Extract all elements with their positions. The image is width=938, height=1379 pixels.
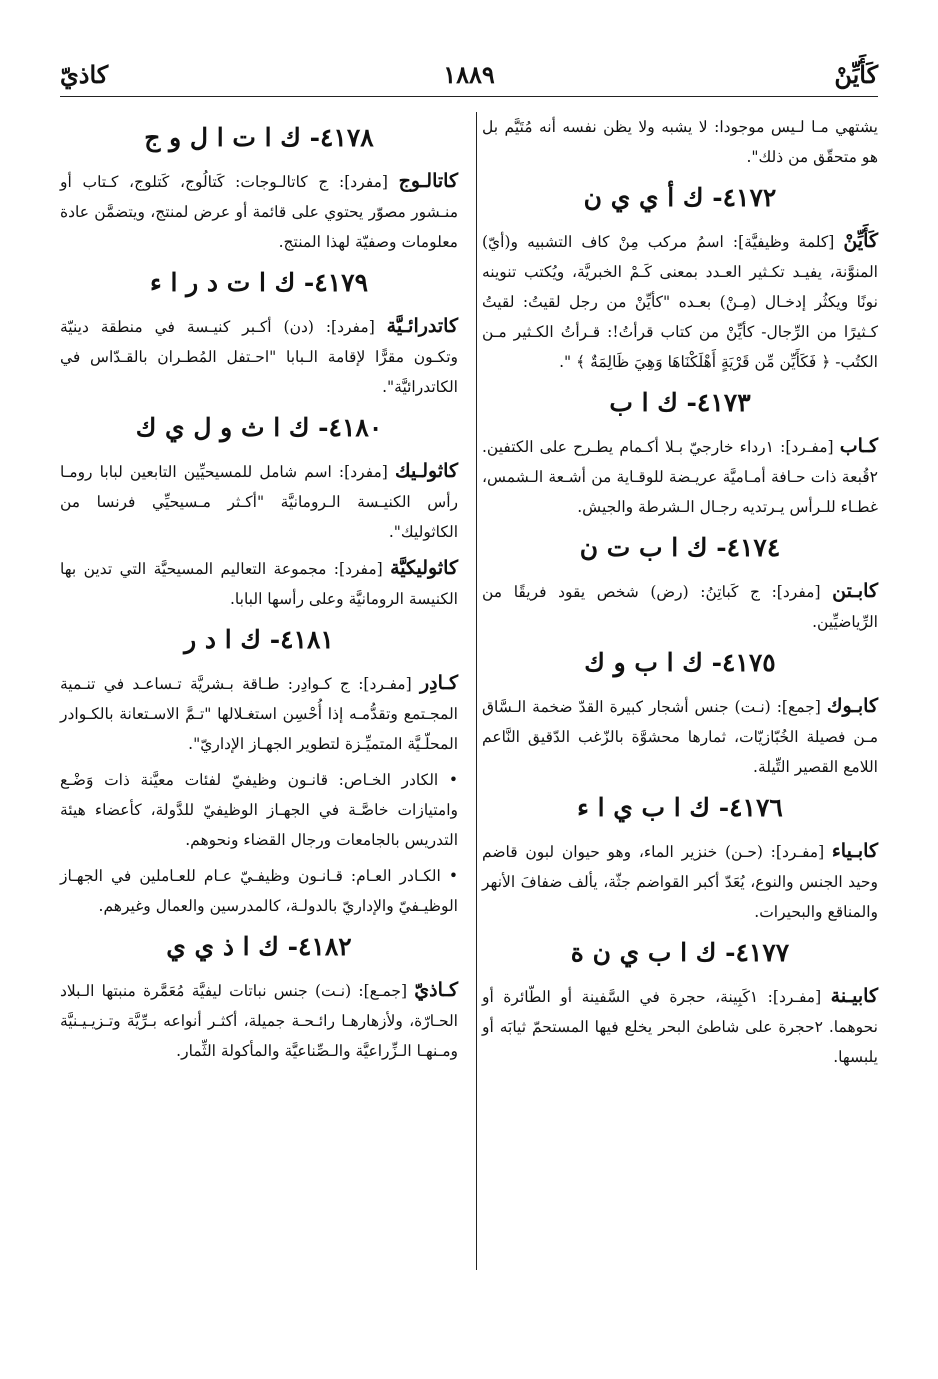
section-4173 — [482, 383, 878, 522]
headword: كَأَيِّنْ — [843, 230, 878, 252]
section-4174 — [482, 528, 878, 637]
section-4177 — [482, 933, 878, 1072]
headword: كاثوليكيَّة — [390, 557, 458, 579]
header-guide-word-right: كَأَيِّنْ — [834, 60, 878, 89]
header-guide-word-left: كاذيّ — [60, 60, 109, 89]
definition: [مفرد]: اسم شامل للمسيحيِّين التابعين لبابا رومـا رأس الكنيـسة الـرومانيَّة "أكـثر مـسيحيِّي فرنسا من الكاثوليك". — [60, 463, 458, 541]
entry — [60, 975, 458, 1066]
entry — [60, 456, 458, 547]
entry — [60, 166, 458, 257]
definition: [كلمة وظيفيَّة]: اسمُ مركب مِنْ كاف التشبيه و(أيّ) المنوَّنة، يفيـد تكـثير العـدد بمعنى كَـمْ الخبريَّة، ويُكتب تنوينه نونًا ويكثُر إدخـال (مِـنْ) بعـده "كأيِّنْ من رجل لقيتُ: لقيتُ كـثيرًا من الرِّجال- كأيِّنْ من كتاب قرأتُ!: قـرأتُ الكـثير مـن الكتُب- ﴿ فَكَأَيِّن مِّن قَرْيَةٍ أَهْلَكْنَاهَا وَهِيَ ظَالِمَةٌ ﴾ ". — [482, 233, 878, 371]
definition: [جمع]: (نـت) جنس أشجار كبيرة القدّ ضخمة الـسَّاق مـن فصيلة الخُبّازيّات، ثمارها محشوَّة بالزّغب الدّقيق النَّاعم اللامع القصير التِّيلة. — [482, 698, 878, 776]
section-heading: ٤١٨١- ك ا د ر — [184, 625, 334, 654]
entry — [482, 431, 878, 522]
column-divider — [476, 112, 477, 1270]
page-header — [60, 56, 878, 97]
headword: كـاذيّ — [414, 979, 458, 1001]
entry — [482, 226, 878, 377]
section-heading: ٤١٧٩- ك ا ت د ر ا ء — [149, 268, 368, 297]
definition: [مفرد]: ج كَباتِنُ: (رض) شخص يقود فريقًا من الرِّياضيِّين. — [482, 583, 878, 631]
section-heading: ٤١٧٢- ك أ ي ي ن — [583, 183, 777, 212]
entry — [482, 836, 878, 927]
page-number: ١٨٨٩ — [443, 60, 495, 89]
section-heading: ٤١٧٣- ك ا ب — [609, 388, 751, 417]
entry — [60, 668, 458, 759]
section-heading: ٤١٧٦- ك ا ب ي ا ء — [577, 793, 783, 822]
headword: كـادِر — [419, 672, 458, 694]
section-4172 — [482, 178, 878, 377]
headword: كابيـنة — [830, 985, 878, 1007]
definition: [مفرد]: (دن) أكـبر كنيـسة في منطقة دينيّة وتكـون مقرًّا لإقامة الـبابا "احـتفل المُطـران بالقـدّاس في الكاتدرائيَّة". — [60, 318, 458, 396]
section-4176 — [482, 788, 878, 927]
entry — [482, 691, 878, 782]
right-column — [482, 112, 878, 1078]
section-heading: ٤١٧٤- ك ا ب ت ن — [579, 533, 781, 562]
section-heading: ٤١٧٨- ك ا ت ا ل و ج — [144, 123, 374, 152]
definition: [مفرد]: ج كاتالـوجات: كَتالُوج، كَتلوج، كـتاب أو منـشور مصوّر يحتوي على قائمة أو عرض لمنتج، ويتضمَّن عادة معلومات وصفيّة لهذا المنتج. — [60, 173, 458, 251]
definition: [مفـرد]: ١رداء خارجيّ بـلا أكـمام يطـرح على الكتفين. ٢قُبعة ذات حـافة أمـاميَّة عريـضة للوقـاية من أشـعة الـشمس، غطـاء للـرأس يـرتديه رجـال الـشرطة والجيش. — [482, 438, 878, 516]
definition: [مفـرد]: (حـن) خنزير الماء، وهو حيوان لبون قاضم وحيد الجنس والنوع، يُعَدّ أكبر القواضم جثّة، يألف ضفافَ الأنهر والمناقع والبحيرات. — [482, 843, 878, 921]
definition: [مفـرد]: ج كـوادِر: طـاقة بـشريَّة تـساعـد في تنـمية المجـتمع وتقدُّمـه إذا أُحْسِن استغـلالها "تـمَّ الاسـتعانة بالكـوادر المحلّـيَّة المتميِّـزة لتطوير الجهـاز الإداريّ". — [60, 675, 458, 753]
headword: كاثولـيك — [394, 460, 458, 482]
sub-entry: • الكادر الخـاص: قانـون وظيفيّ لفئات معيَّنة ذات وَضْـع وامتيازات خاصَّـة في الجهـاز الوظيفيّ للدَّولة، كأعضاء هيئة التدريس بالجامعات ورجال القضاء ونحوهم. — [60, 771, 458, 849]
left-column — [60, 112, 458, 1072]
headword: كاتدرائـيَّة — [386, 315, 458, 337]
sub-entry: • الكـادر العـام: قـانـون وظيفـيّ عـام للعـاملين في الجهـاز الوظيـفيّ والإداريّ بالدولـة، كالمدرسين والعمال وغيرهم. — [60, 867, 458, 915]
section-heading: ٤١٧٧- ك ا ب ي ن ة — [570, 938, 790, 967]
section-4175 — [482, 643, 878, 782]
section-4180 — [60, 408, 458, 614]
definition: [مفـرد]: ١كَبِينة، حجرة في السَّفينة أو الطّائرة أو نحوهما. ٢حجرة على شاطئ البحر يخلع فيها المستحمّ ثيابَه أو يلبسها. — [482, 988, 878, 1066]
section-4178 — [60, 118, 458, 257]
continued-text: يشتهي مـا لـيس موجودا: لا يشبه ولا يظن نفسه أنه مُتَيَّم بل هو متحقّق من ذلك". — [482, 118, 878, 166]
section-4182 — [60, 927, 458, 1066]
entry — [60, 553, 458, 614]
entry — [60, 311, 458, 402]
definition: [جمـع]: (نـت) جنس نباتات ليفيَّة مُعَمَّرة منبتها الـبلاد الحـارّة، ولأزهارهـا رائـحـة جميلة، أكثـر أنواعه بـرِّيَّة وتـزيـيـنيَّة ومـنهـا الـزِّراعيَّة والـصِّناعيَّة والمأكولة الثِّمار. — [60, 982, 458, 1060]
headword: كـاب — [839, 435, 878, 457]
headword: كابـياء — [831, 840, 878, 862]
headword: كاتالـوج — [398, 170, 458, 192]
headword: كابـتن — [832, 580, 878, 602]
section-4181 — [60, 620, 458, 921]
headword: كابـوك — [826, 695, 878, 717]
entry — [482, 576, 878, 637]
section-heading: ٤١٨٠- ك ا ث و ل ي ك — [135, 413, 383, 442]
section-4179 — [60, 263, 458, 402]
section-heading: ٤١٧٥- ك ا ب و ك — [584, 648, 776, 677]
entry — [482, 981, 878, 1072]
section-heading: ٤١٨٢- ك ا ذ ي ي — [166, 932, 352, 961]
definition: [مفرد]: مجموعة التعاليم المسيحيَّة التي تدين بها الكنيسة الرومانيَّة وعلى رأسها البابا. — [60, 560, 458, 608]
